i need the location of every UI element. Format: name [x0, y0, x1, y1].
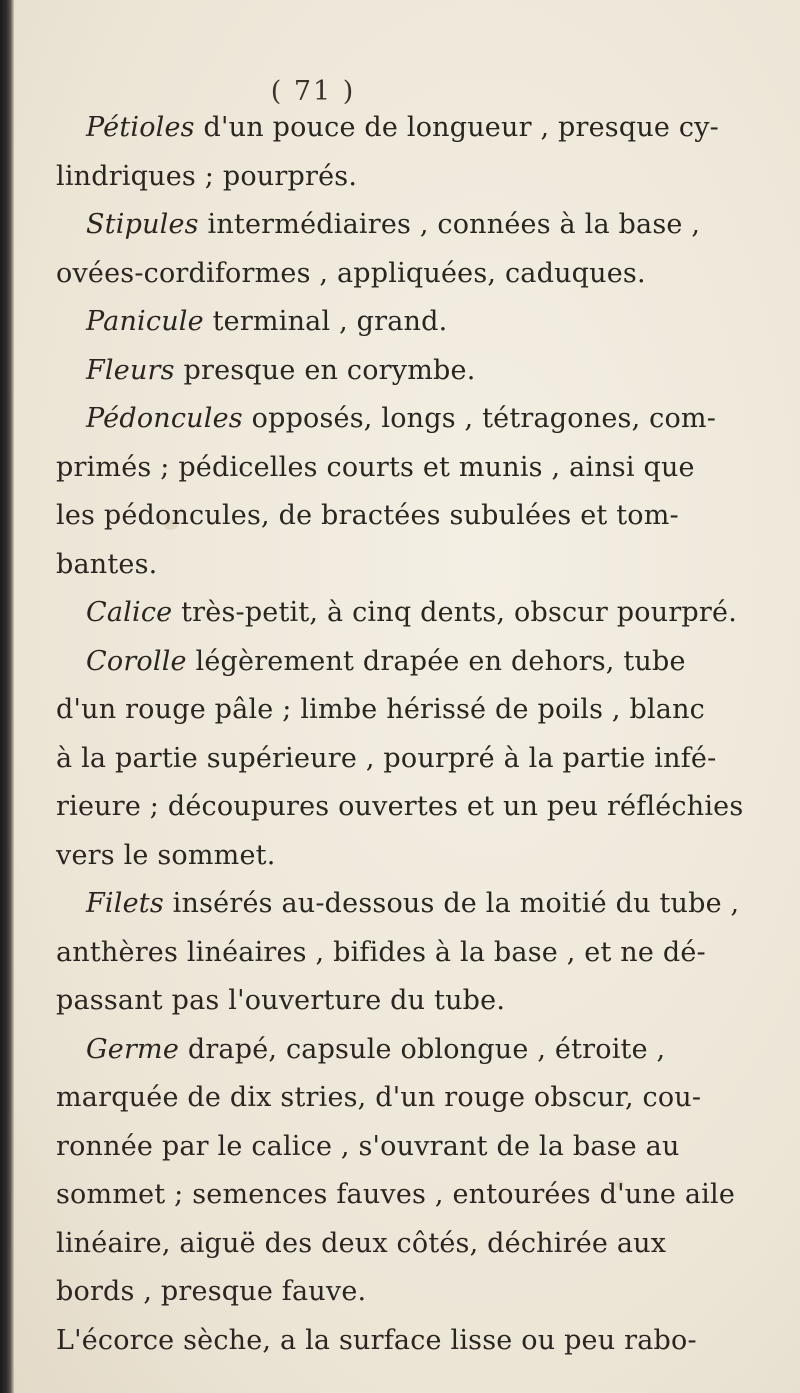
botanical-term: Panicule — [86, 306, 204, 337]
text-line — [56, 541, 756, 590]
text-line — [56, 638, 756, 687]
botanical-term: Germe — [86, 1033, 180, 1065]
text-line — [56, 104, 756, 153]
line-text: d'un rouge pâle ; limbe hérissé de poils , blanc — [56, 694, 706, 725]
text-line — [56, 153, 756, 202]
text-line — [56, 832, 756, 881]
text-line — [56, 1317, 756, 1366]
botanical-term: Stipules — [86, 209, 199, 240]
text-line — [56, 686, 756, 735]
line-text: à la partie supérieure , pourpré à la partie infé- — [56, 742, 717, 774]
line-text: bords , presque fauve. — [56, 1276, 367, 1307]
text-line — [56, 977, 756, 1026]
line-text: L'écorce sèche, a la surface lisse ou peu rabo- — [56, 1324, 697, 1356]
text-line — [56, 589, 756, 638]
text-line — [56, 1074, 756, 1123]
line-text: sommet ; semences fauves , entourées d'une aile — [56, 1179, 736, 1210]
text-line — [56, 783, 756, 832]
botanical-term: Fleurs — [86, 354, 175, 386]
text-line — [56, 347, 756, 396]
line-text: linéaire, aiguë des deux côtés, déchirée aux — [56, 1227, 667, 1259]
line-text: lindriques ; pourprés. — [56, 160, 358, 192]
line-text: primés ; pédicelles courts et munis , ainsi que — [56, 451, 695, 483]
botanical-term: Calice — [86, 597, 173, 628]
line-text: d'un pouce de longueur , presque cy- — [194, 112, 719, 143]
line-text: les pédoncules, de bractées subulées et tom- — [56, 500, 679, 531]
line-text: rieure ; découpures ouvertes et un peu réfléchies — [56, 791, 744, 822]
line-text: marquée de dix stries, d'un rouge obscur, cou- — [56, 1082, 702, 1113]
text-line — [56, 298, 756, 347]
text-line — [56, 1123, 756, 1172]
text-line — [56, 250, 756, 299]
text-line — [56, 880, 756, 929]
text-line — [56, 395, 756, 444]
line-text: ovées-cordiformes , appliquées, caduques. — [56, 257, 646, 289]
botanical-term: Corolle — [86, 645, 187, 677]
line-text: bantes. — [56, 548, 158, 580]
line-text: intermédiaires , connées à la base , — [198, 209, 701, 240]
text-line — [56, 444, 756, 493]
line-text: ronnée par le calice , s'ouvrant de la base au — [56, 1130, 680, 1162]
line-text: passant pas l'ouverture du tube. — [56, 985, 506, 1016]
text-line — [56, 1026, 756, 1075]
line-text: presque en corymbe. — [174, 354, 476, 386]
line-text: drapé, capsule oblongue , étroite , — [179, 1033, 666, 1065]
text-line — [56, 1171, 756, 1220]
text-line — [56, 735, 756, 784]
line-text: très-petit, à cinq dents, obscur pourpré. — [172, 597, 737, 628]
book-binding-edge — [0, 0, 14, 1393]
botanical-term: Filets — [86, 888, 164, 919]
text-line — [56, 1268, 756, 1317]
line-text: terminal , grand. — [203, 306, 448, 337]
text-line — [56, 201, 756, 250]
line-text: opposés, longs , tétragones, com- — [242, 403, 717, 434]
line-text: légèrement drapée en dehors, tube — [186, 645, 686, 677]
text-line — [56, 929, 756, 978]
text-line — [56, 1220, 756, 1269]
line-text: vers le sommet. — [56, 839, 276, 871]
page-number: ( 71 ) — [270, 76, 356, 107]
line-text: insérés au-dessous de la moitié du tube , — [163, 888, 740, 919]
text-line — [56, 492, 756, 541]
line-text: anthères linéaires , bifides à la base , et ne dé- — [56, 936, 706, 968]
botanical-term: Pétioles — [86, 112, 195, 143]
botanical-term: Pédoncules — [86, 403, 243, 434]
page-text — [56, 104, 756, 1365]
